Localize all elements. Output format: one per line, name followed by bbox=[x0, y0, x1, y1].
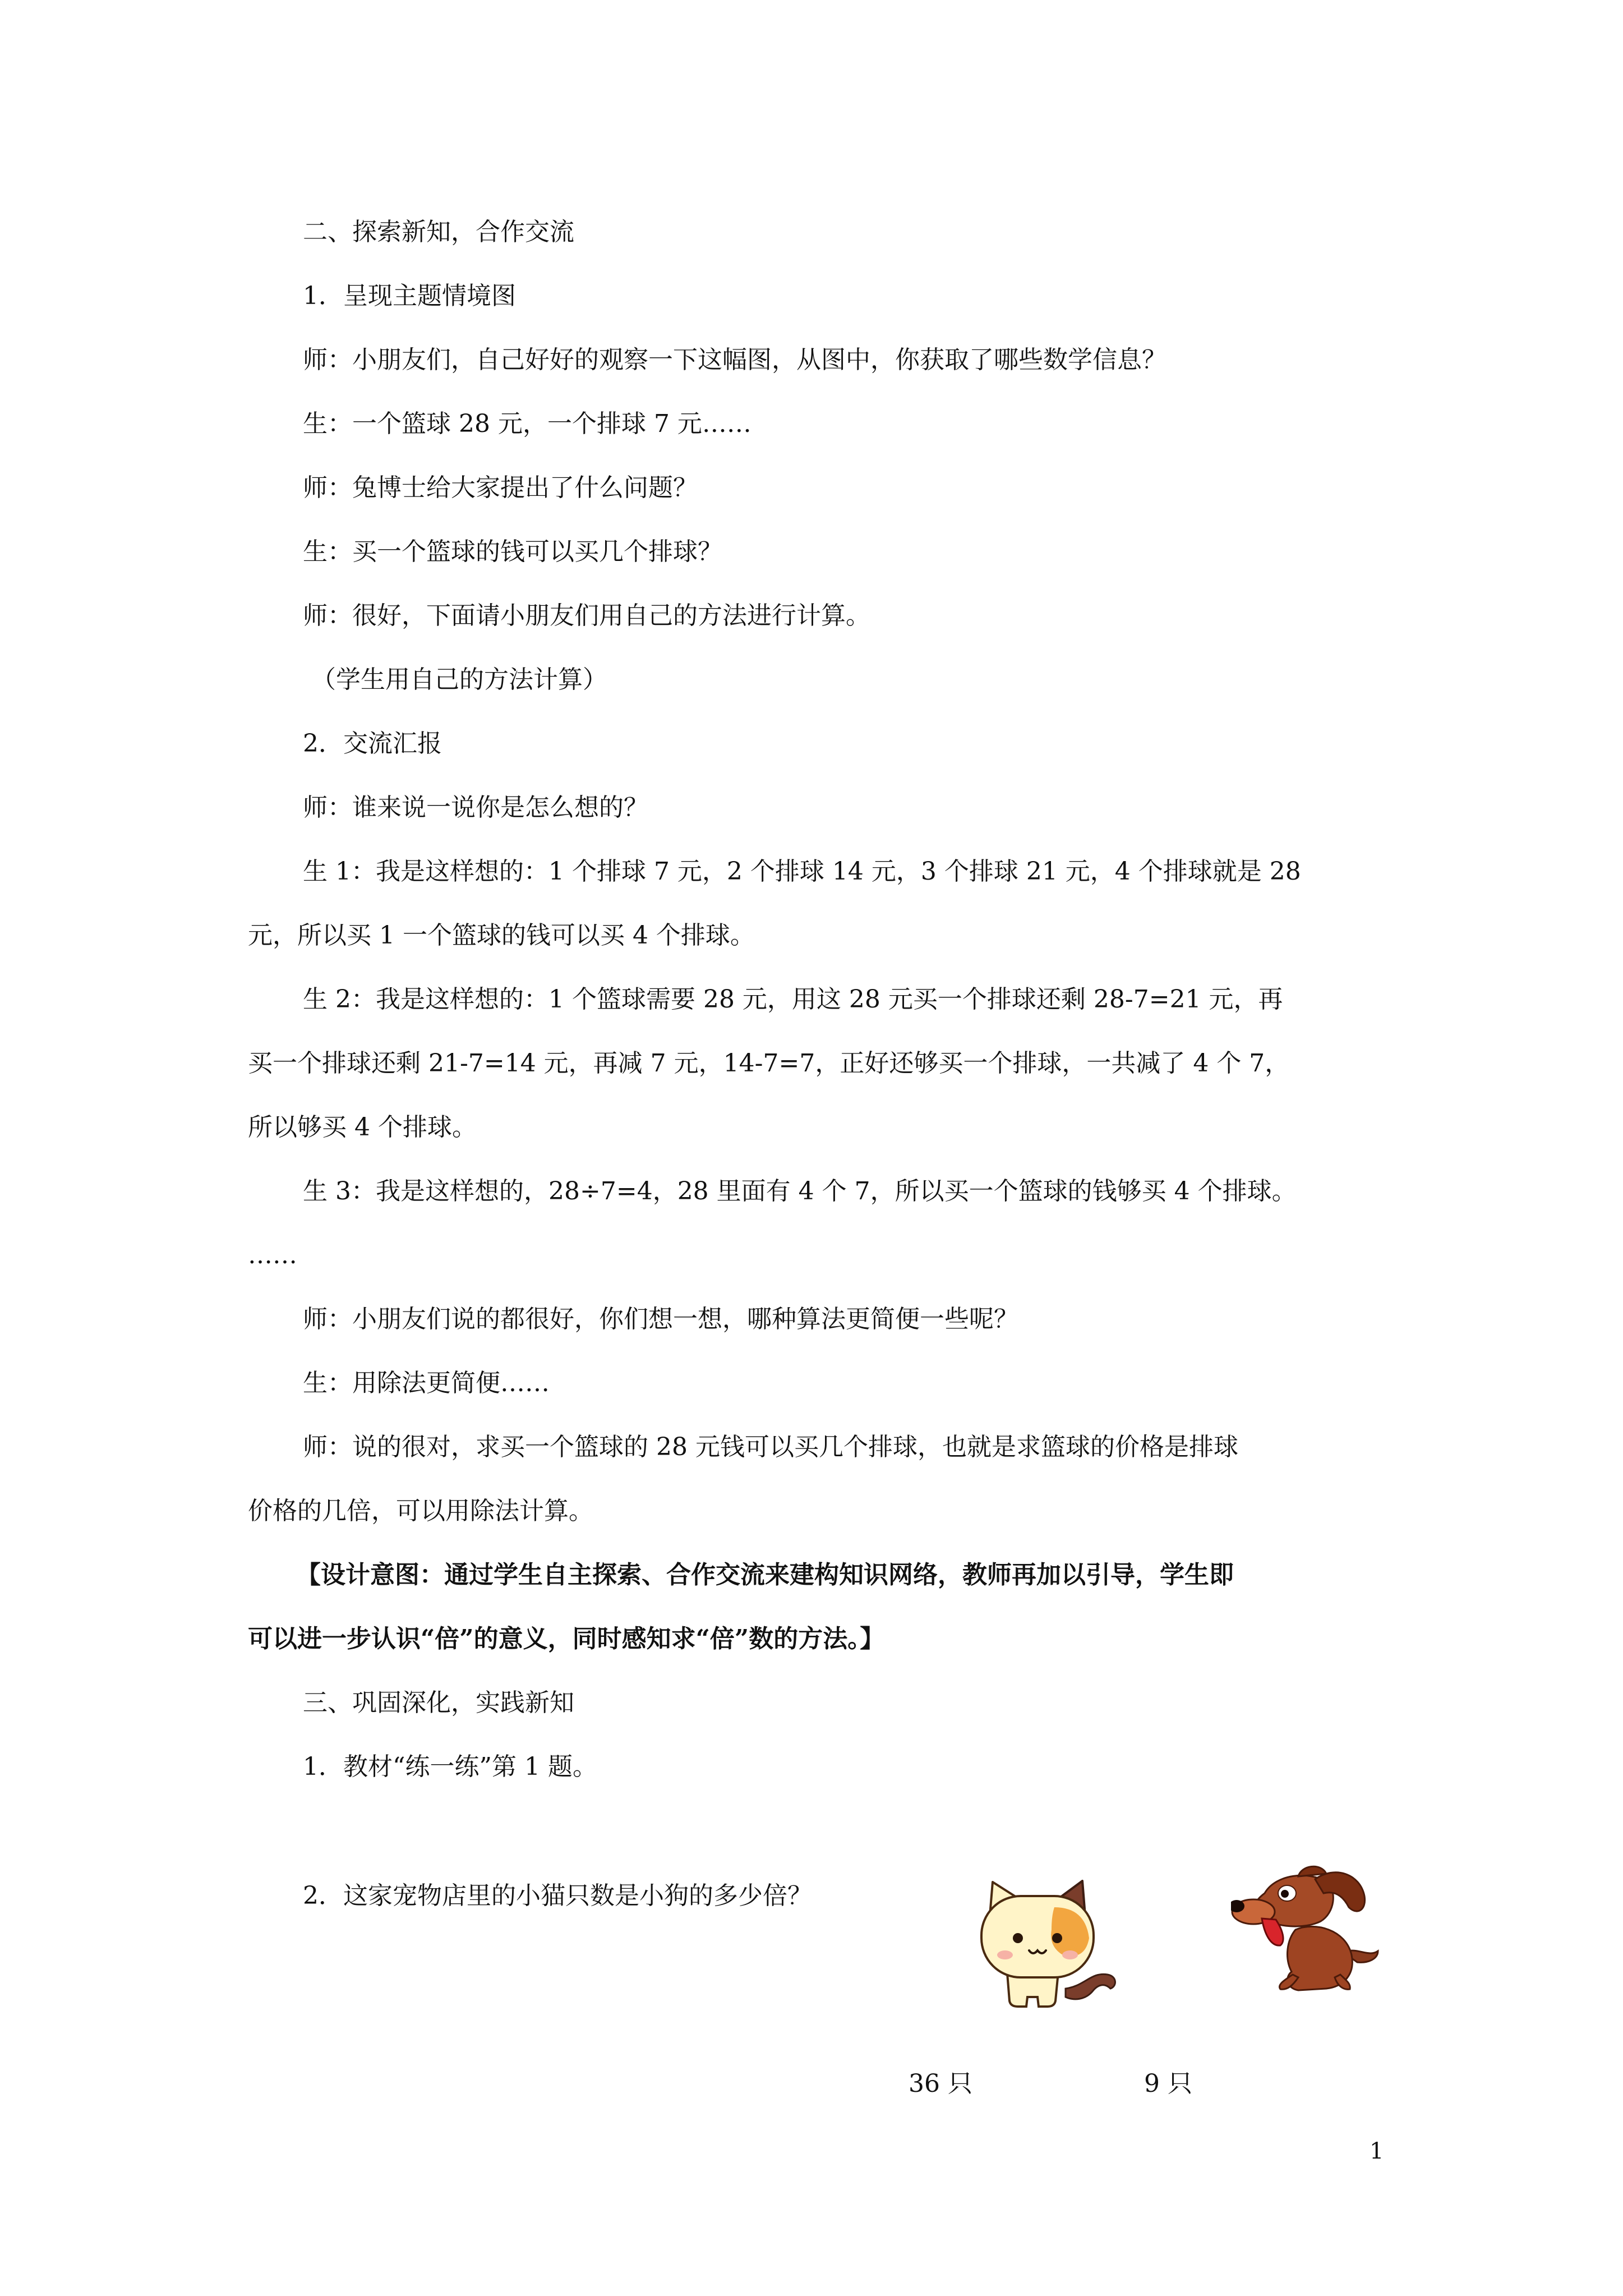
stage-direction: （学生用自己的方法计算） bbox=[311, 665, 607, 694]
dialogue-line-continued: 元，所以买 1 一个篮球的钱可以买 4 个排球。 bbox=[248, 921, 755, 950]
dialogue-line-continued: 买一个排球还剩 21-7=14 元，再减 7 元，14-7=7，正好还够买一个排球，一共减了 4 个 7， bbox=[248, 1049, 1290, 1078]
dialogue-line-continued: 价格的几倍，可以用除法计算。 bbox=[248, 1497, 593, 1525]
dog-illustration bbox=[1231, 1862, 1382, 1997]
dialogue-line: 师：很好，下面请小朋友们用自己的方法进行计算。 bbox=[303, 601, 870, 630]
section-heading-practice: 三、巩固深化，实践新知 bbox=[303, 1688, 574, 1717]
design-intent-note-continued: 可以进一步认识“倍”的意义，同时感知求“倍”数的方法。】 bbox=[248, 1625, 885, 1653]
cat-count-label: 36 只 bbox=[909, 2069, 972, 2098]
dialogue-line: 生：买一个篮球的钱可以买几个排球？ bbox=[303, 537, 722, 566]
dialogue-line: 生 2：我是这样想的：1 个篮球需要 28 元，用这 28 元买一个排球还剩 28-7=21 元，再 bbox=[303, 985, 1283, 1014]
dialogue-line: 生：用除法更简便…… bbox=[303, 1369, 550, 1397]
dialogue-line: 生：一个篮球 28 元，一个排球 7 元…… bbox=[303, 409, 751, 438]
dialogue-line: 师：说的很对，求买一个篮球的 28 元钱可以买几个排球，也就是求篮球的价格是排球 bbox=[303, 1433, 1238, 1461]
section-heading-explore: 二、探索新知，合作交流 bbox=[303, 218, 574, 246]
exercise-question: 2．这家宠物店里的小猫只数是小狗的多少倍？ bbox=[303, 1881, 812, 1910]
step-heading-present-scene: 1．呈现主题情境图 bbox=[303, 282, 516, 310]
dialogue-line: 师：小朋友们说的都很好，你们想一想，哪种算法更简便一些呢？ bbox=[303, 1305, 1018, 1333]
exercise-item: 1．教材“练一练”第 1 题。 bbox=[303, 1752, 597, 1781]
page-number: 1 bbox=[1370, 2138, 1384, 2164]
step-heading-report: 2．交流汇报 bbox=[303, 729, 442, 758]
dialogue-line: 生 1：我是这样想的：1 个排球 7 元，2 个排球 14 元，3 个排球 21 元，4 个排球就是 28 bbox=[303, 857, 1301, 886]
ellipsis-line: …… bbox=[248, 1241, 297, 1269]
dialogue-line: 师：兔博士给大家提出了什么问题？ bbox=[303, 473, 698, 502]
cat-illustration bbox=[970, 1876, 1127, 2011]
dialogue-line: 师：谁来说一说你是怎么想的？ bbox=[303, 793, 648, 822]
dialogue-line-continued: 所以够买 4 个排球。 bbox=[248, 1113, 477, 1142]
design-intent-note: 【设计意图：通过学生自主探索、合作交流来建构知识网络，教师再加以引导，学生即 bbox=[296, 1561, 1234, 1589]
dialogue-line: 生 3：我是这样想的，28÷7=4，28 里面有 4 个 7，所以买一个篮球的钱够买 4 个排球。 bbox=[303, 1177, 1297, 1205]
dialogue-line: 师：小朋友们，自己好好的观察一下这幅图，从图中，你获取了哪些数学信息？ bbox=[303, 346, 1166, 374]
dog-count-label: 9 只 bbox=[1144, 2069, 1192, 2098]
